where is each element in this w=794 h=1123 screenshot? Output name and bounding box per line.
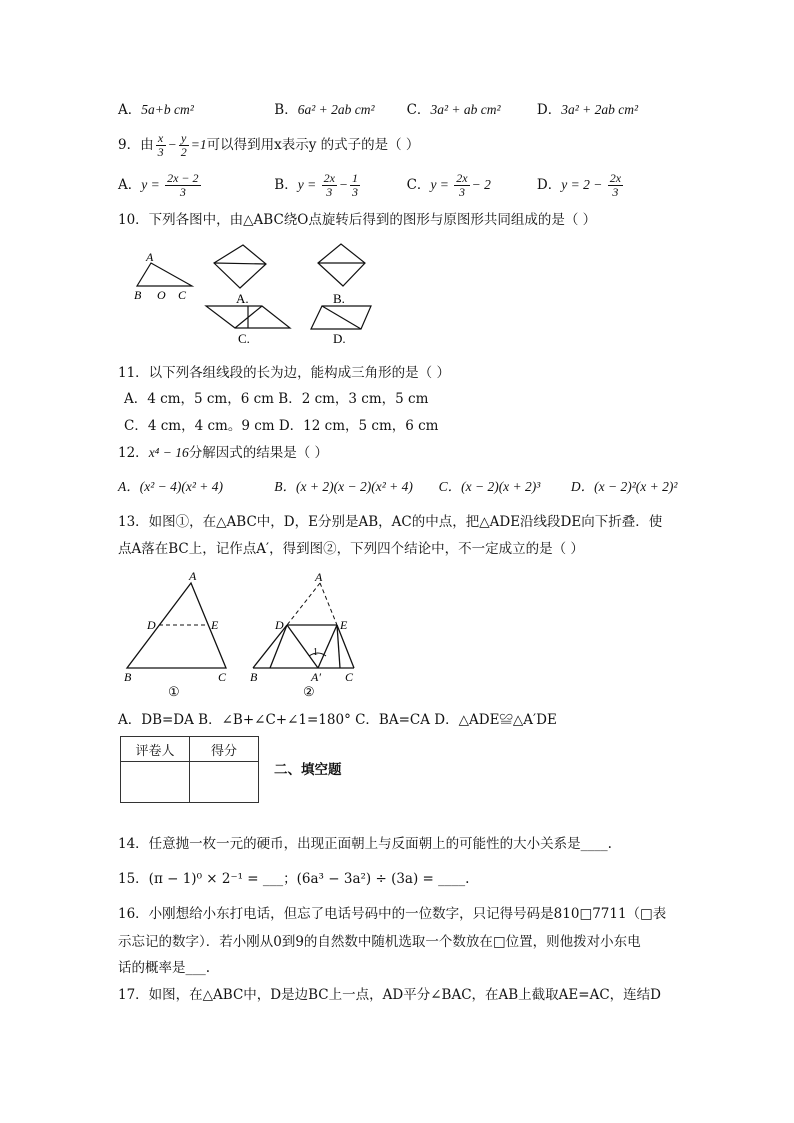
q13-figure-2: [250, 570, 354, 699]
q10-label-b: B: [134, 288, 142, 302]
q9-stem-suffix: 可以得到用x表示y 的式子的是（ ）: [206, 137, 420, 153]
q12-expr: x⁴ − 16: [148, 445, 189, 460]
q12-option-c: C．(x − 2)(x + 2)³: [438, 479, 541, 494]
q10-opt-b: B.: [333, 291, 345, 306]
q10-label-a: A: [146, 250, 154, 264]
q9-eq: =1: [190, 137, 207, 152]
q16-line3: 话的概率是___.: [118, 960, 211, 976]
q13-f2-a: A: [315, 570, 323, 584]
q9-minus: −: [167, 137, 177, 152]
q9-option-c-den: 3: [458, 185, 465, 199]
q9-option-d-num: 2x: [609, 171, 622, 185]
q9-option-c-tail: − 2: [471, 177, 491, 192]
q17: 17．如图，在△ABC中，D是边BC上一点，AD平分∠BAC，在AB上截取AE=AC，连结D: [118, 987, 662, 1003]
q8-option-a-label: A．: [118, 102, 142, 118]
q13-f1-a: A: [189, 569, 197, 583]
q8-option-b-expr: 6a² + 2ab cm²: [297, 102, 375, 117]
q12-option-d: D．(x − 2)²(x + 2)²: [570, 479, 678, 494]
q9-option-d-label: D．: [536, 177, 562, 193]
q9-option-b-den: 3: [326, 185, 333, 199]
q9-option-a-lhs: y =: [141, 177, 164, 192]
q9-option-d-lhs: y = 2 −: [561, 177, 606, 192]
q16-line2: 示忘记的数字）．若小刚从0到9的自然数中随机选取一个数放在□位置，则他拨对小东电: [118, 934, 641, 950]
q9-frac1-den: 3: [157, 145, 164, 159]
q8-option-b-label: B．: [274, 102, 298, 118]
q9-option-b-mid: −: [338, 177, 349, 192]
q13-f2-angle1: 1: [313, 647, 318, 658]
q13-f2-b: B: [250, 670, 258, 684]
q13-stem-line2: 点A落在BC上，记作点A′，得到图②，下列四个结论中，不一定成立的是（ ）: [118, 541, 584, 557]
q15: 15．(π − 1)⁰ × 2⁻¹ = ___；(6a³ − 3a²) ÷ (3a) = ____.: [118, 871, 470, 887]
q10-label-o: O: [157, 288, 166, 302]
q9-option-d-den: 3: [612, 185, 619, 199]
q12-option-b: B．(x + 2)(x − 2)(x² + 4): [274, 479, 413, 494]
score-table-score-header: 得分: [190, 737, 259, 762]
q12-stem: [118, 443, 328, 463]
q10-option-a-figure: [214, 245, 266, 306]
q9-option-b-num2: 1: [352, 171, 359, 185]
q13-f1-b: B: [124, 670, 132, 684]
q13-f1-caption: ①: [168, 684, 180, 699]
q13-f2-d: D: [275, 618, 284, 632]
q9-frac2-num: y: [179, 132, 189, 146]
q16-line1: 16．小刚想给小东打电话，但忘了电话号码中的一位数字，只记得号码是810□7711（□表: [118, 906, 667, 922]
q9-frac2-den: 2: [180, 145, 187, 159]
q10-original-triangle: [134, 250, 192, 302]
q10-opt-d: D.: [333, 331, 346, 346]
q8-option-a-expr: 5a+b cm²: [141, 102, 194, 117]
q10-option-d-figure: [311, 306, 371, 346]
q13-f2-caption: ②: [303, 684, 315, 699]
q13-f2-ap: A′: [311, 670, 321, 684]
q9-option-a-den: 3: [179, 185, 186, 199]
q11-stem: 11．以下列各组线段的长为边，能构成三角形的是（ ）: [118, 365, 450, 381]
q8-option-c-expr: 3a² + ab cm²: [430, 102, 501, 117]
q11-line1: A．4 cm，5 cm，6 cm B．2 cm，3 cm，5 cm: [124, 391, 429, 407]
q8-option-c-label: C．: [406, 102, 431, 118]
q12-stem-prefix: 12．: [118, 445, 149, 461]
q9-option-b-lhs: y =: [297, 177, 320, 192]
q10-option-b-figure: [318, 244, 365, 306]
q9-option-b-num: 2x: [323, 171, 335, 185]
q14: 14．任意抛一枚一元的硬币，出现正面朝上与反面朝上的可能性的大小关系是____.: [118, 836, 612, 852]
q9-option-a-num: 2x − 2: [167, 171, 199, 185]
q8-option-d-expr: 3a² + 2ab cm²: [561, 102, 639, 117]
q13-f1-d: D: [147, 618, 156, 632]
q13-options: A．DB=DA B．∠B+∠C+∠1=180° C．BA=CA D．△ADE≌△A′DE: [118, 712, 557, 728]
q13-f2-c: C: [345, 670, 354, 684]
score-table-reviewer-cell: [121, 762, 190, 803]
q10-label-c: C: [178, 288, 187, 302]
q8-option-d-label: D．: [536, 102, 562, 118]
q10-stem: 10．下列各图中，由△ABC绕O点旋转后得到的图形与原图形共同组成的是（ ）: [118, 212, 597, 228]
section-title: 二、填空题: [274, 762, 342, 778]
q9-stem-prefix: 9．由: [118, 137, 154, 153]
q9-option-a-label: A．: [118, 177, 142, 193]
q13-f1-c: C: [218, 670, 227, 684]
q13-f2-e: E: [340, 618, 348, 632]
q13-stem-line1: 13．如图①，在△ABC中，D，E分别是AB，AC的中点，把△ADE沿线段DE向下折叠．使: [118, 514, 663, 530]
q13-figure-1: [124, 569, 227, 699]
q12-stem-suffix: 分解因式的结果是（ ）: [188, 445, 329, 461]
q11-line2: C．4 cm，4 cm。9 cm D．12 cm，5 cm，6 cm: [124, 418, 439, 434]
q9-frac1-num: x: [156, 132, 166, 146]
score-table-reviewer-header: 评卷人: [121, 737, 190, 762]
score-table: [120, 736, 259, 803]
q12-option-a: A．(x² − 4)(x² + 4): [118, 479, 224, 494]
q13-f1-e: E: [211, 618, 219, 632]
q9-option-c-label: C．: [406, 177, 431, 193]
q9-option-c-lhs: y =: [430, 177, 453, 192]
q9-option-b-den2: 3: [352, 185, 359, 199]
q10-opt-a: A.: [236, 291, 249, 306]
q12-options: [118, 477, 677, 497]
q9-option-c-num: 2x: [456, 171, 468, 185]
q10-option-c-figure: [206, 306, 290, 346]
q10-opt-c: C.: [238, 331, 250, 346]
score-table-score-cell: [190, 762, 259, 803]
q9-option-b-label: B．: [274, 177, 298, 193]
